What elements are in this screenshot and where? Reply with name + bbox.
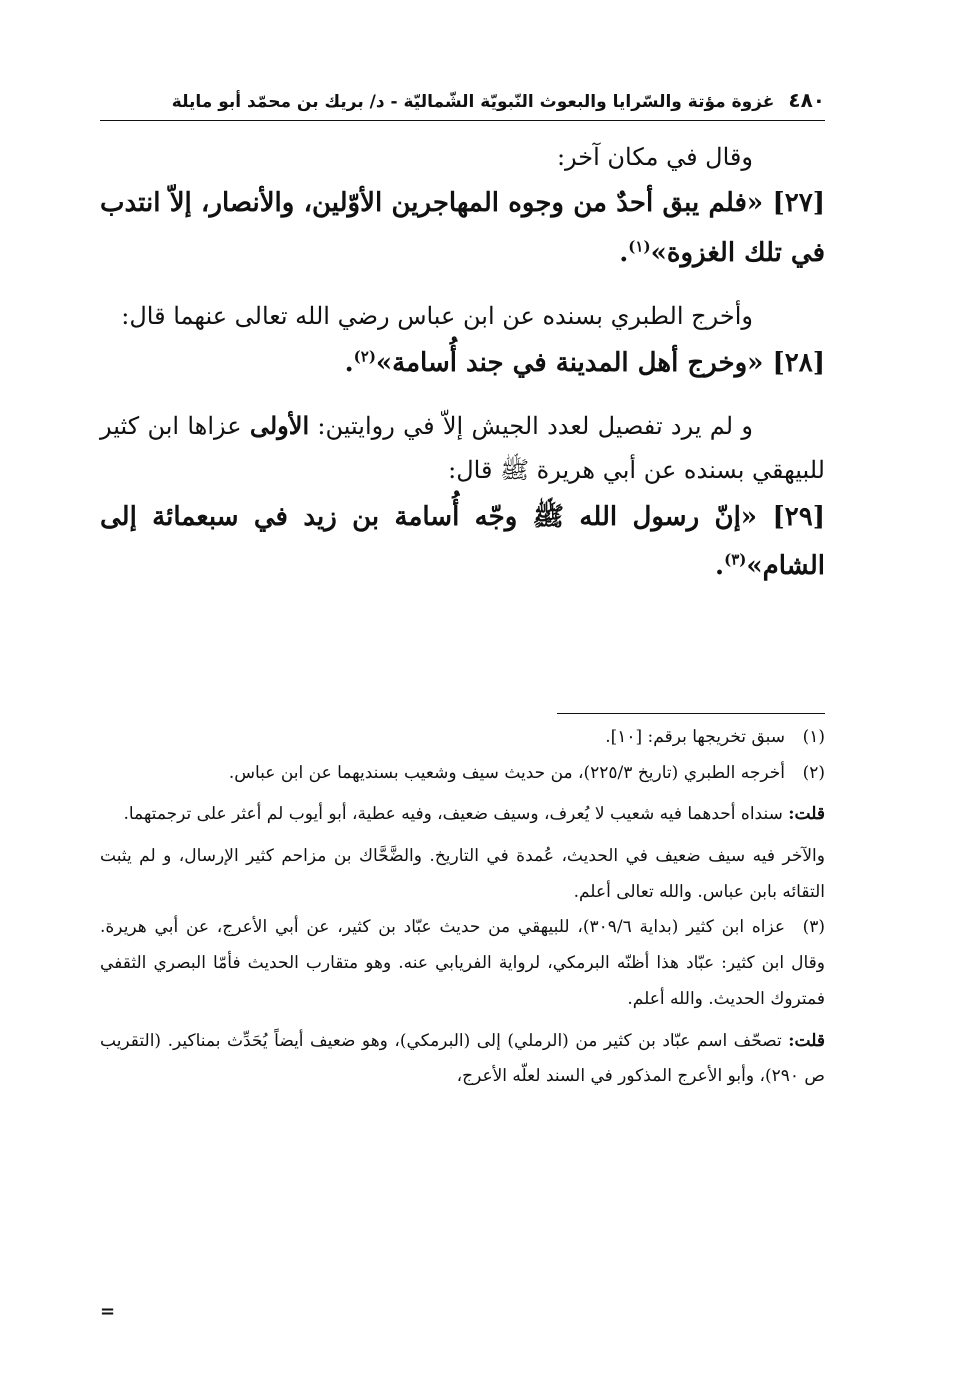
intro-3-text-cont: عزاها ابن كثير للبيهقي بسنده عن أبي هريرة ﷺ قال:: [100, 411, 825, 485]
footnote-separator: [557, 713, 825, 714]
footnote-ref: (١): [628, 237, 651, 256]
footnote-number: (١): [802, 727, 825, 747]
page-number: ٤٨٠: [788, 88, 825, 112]
quote-28: [٢٨] «وخرج أهل المدينة في جند أُسامة»$^{(٢)}$.: [344, 346, 825, 378]
quote-text: «فلم يبق أحدٌ من وجوه المهاجرين الأوّلين، والأنصار، إلاّ انتدب في تلك الغزوة»: [100, 188, 825, 268]
main-text: [100, 135, 825, 592]
comment-label: قلت:: [788, 1030, 825, 1051]
footnote-number: (٣): [802, 917, 825, 938]
footnote-3: [100, 910, 825, 1017]
comment-label: قلت:: [788, 804, 825, 825]
comment-text: سنداه أحدهما فيه شعيب لا يُعرف، وسيف ضعيف، وفيه عطية، أبو أيوب لم أعثر على ترجمتهما.: [123, 804, 783, 825]
intro-3-text: و لم يرد تفصيل لعدد الجيش إلاّ في روايتين:: [317, 411, 753, 440]
intro-3-keyword: الأولى: [249, 410, 310, 440]
footnote-2: [100, 756, 825, 792]
running-header: [100, 88, 825, 121]
footnote-2-comment-2: والآخر فيه سيف ضعيف في الحديث، عُمدة في التاريخ. والضَّحَّاك بن مزاحم كثير الإرسال، و لم يثبت التقائه بابن عباس. والله تعالى أعلم.: [100, 846, 825, 902]
footnote-text: عزاه ابن كثير (بداية ٣٠٩/٦)، للبيهقي من حديث عبّاد بن كثير، عن أبي الأعرج، عن أبي هريرة. وقال ابن كثير: عبّاد هذا أظنّه البرمكي، لرواية الفريابي عنه. وهو متقارب الحديث فأمّا البصري الثقفي فمتروك الحديث. والله أعلم.: [100, 917, 825, 1009]
comment-text: تصحّف اسم عبّاد بن كثير من (الرملي) إلى (البرمكي)، وهو ضعيف أيضاً يُحَدِّث بمناكير. (التقريب ص ٢٩٠)، وأبو الأعرج المذكور في السند لعلّه الأعرج،: [100, 1030, 825, 1087]
quote-number: [٢٩]: [772, 501, 825, 532]
footnotes: [100, 720, 825, 1095]
intro-paragraph-1: وقال في مكان آخر:: [556, 143, 753, 171]
quote-number: [٢٧]: [772, 188, 825, 219]
footnote-2-comment: [100, 797, 825, 833]
footnote-text: سبق تخريجها برقم: [١٠].: [605, 727, 785, 747]
footnote-ref: (٣): [724, 550, 747, 569]
footnote-ref: (٢): [353, 346, 376, 365]
quote-text: «وخرج أهل المدينة في جند أُسامة»: [375, 347, 764, 378]
quote-text: «إنّ رسول الله ﷺ وجّه أُسامة بن زيد في سبعمائة إلى الشام»: [100, 501, 825, 582]
footnote-number: (٢): [802, 762, 825, 783]
footnote-3-comment: [100, 1024, 825, 1095]
document-page: [100, 88, 825, 1322]
quote-27: [٢٧] «فلم يبق أحدٌ من وجوه المهاجرين الأوّلين، والأنصار، إلاّ انتدب في تلك الغزوة»$^{(١)}$.: [100, 188, 825, 268]
footnote-1: [100, 720, 825, 756]
intro-paragraph-2: وأخرج الطبري بسنده عن ابن عباس رضي الله تعالى عنهما قال:: [121, 302, 753, 331]
intro-paragraph-3: [100, 404, 825, 493]
footnote-text: أخرجه الطبري (تاريخ ٢٢٥/٣)، من حديث سيف وشعيب بسنديهما عن ابن عباس.: [228, 762, 785, 783]
quote-29: [٢٩] «إنّ رسول الله ﷺ وجّه أُسامة بن زيد في سبعمائة إلى الشام»$^{(٣)}$.: [100, 501, 825, 582]
continuation-mark: =: [100, 1301, 116, 1322]
quote-number: [٢٨]: [772, 347, 825, 378]
running-title: غزوة مؤتة والسّرايا والبعوث النّبويّة الشّماليّة - د/ بريك بن محمّد أبو مايلة: [171, 92, 775, 112]
